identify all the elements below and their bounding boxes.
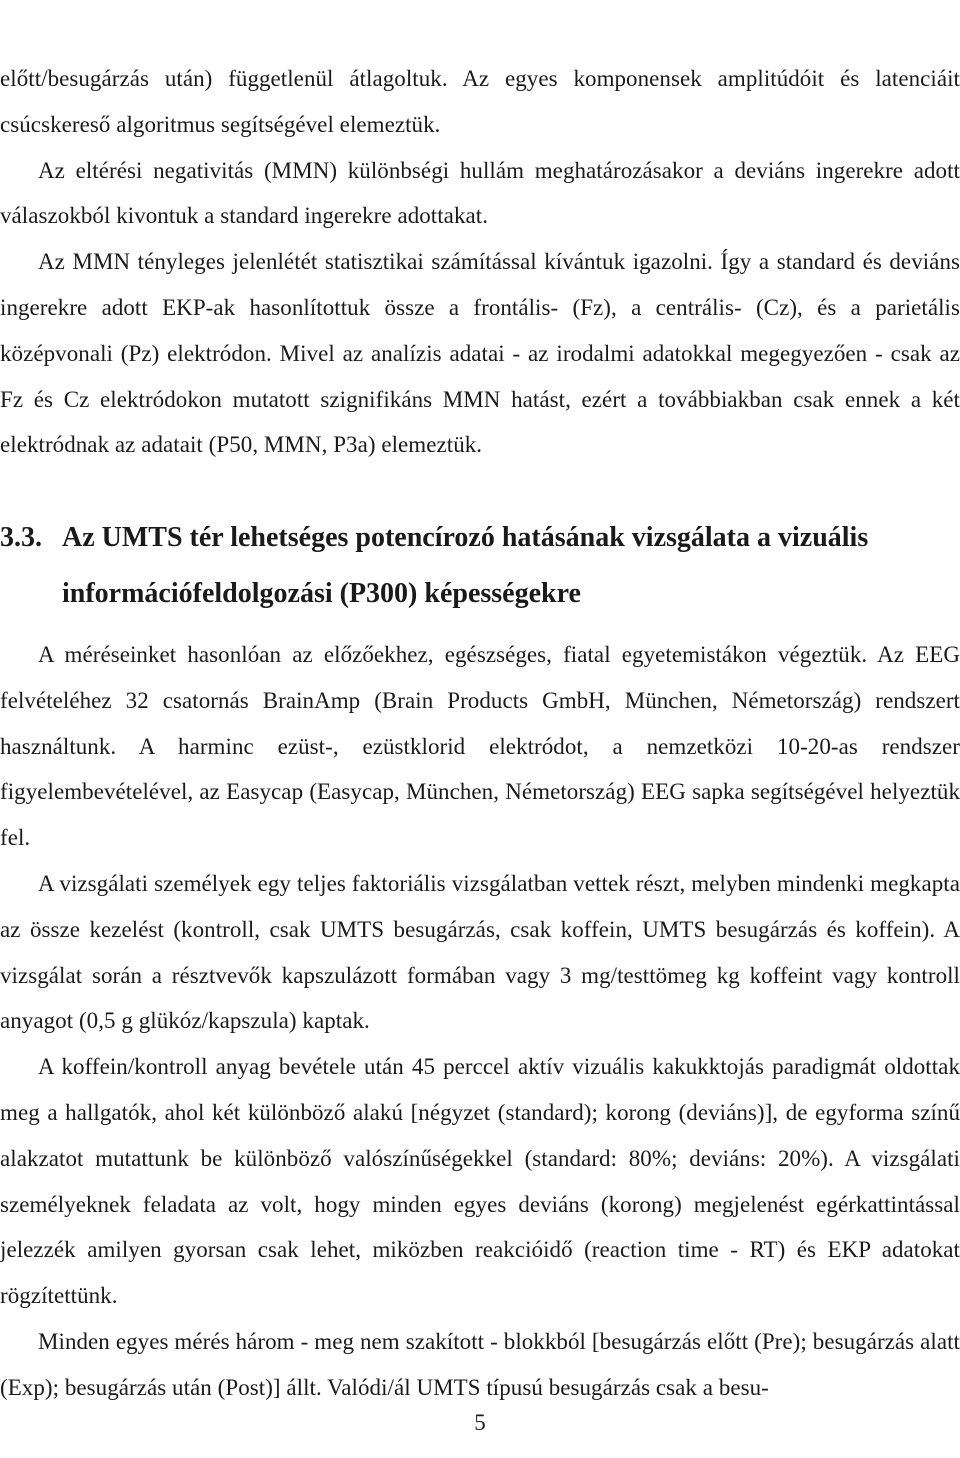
upper-text-block (0, 56, 960, 468)
section-number: 3.3. (0, 522, 42, 553)
page-number: 5 (474, 1410, 486, 1435)
paragraph-mmn-statistics: Az MMN tényleges jelenlétét statisztikai számítással kívántuk igazolni. Így a standard és deviáns ingerekre adott EKP-ak hasonlítottuk össze a frontális- (Fz), a centrális- (Cz), és a parietális középvonali (Pz) elektródon. Mivel az analízis adatai - az irodalmi adatokkal megegyezően - csak az Fz és Cz elektródokon mutatott szignifikáns MMN hatást, ezért a továbbiakban csak ennek a két elektródnak az adatait (P50, MMN, P3a) elemeztük. (0, 249, 960, 458)
lower-text-block (0, 632, 960, 1411)
paragraph-recording-setup: A méréseinket hasonlóan az előzőekhez, egészséges, fiatal egyetemistákon végeztük. Az EEG felvételéhez 32 csatornás BrainAmp (Brain Products GmbH, München, Németország) rendszert használtunk. A harminc ezüst-, ezüstklorid elektródot, a nemzetközi 10-20-as rendszer figyelembevételével, az Easycap (Easycap, München, Németország) EEG sapka segítségével helyeztük fel. (0, 642, 960, 851)
paragraph-mmn-definition: Az eltérési negativitás (MMN) különbségi hullám meghatározásakor a deviáns ingerekre adott válaszokból kivontuk a standard ingerekre adottakat. (0, 157, 960, 229)
section-title-line1: Az UMTS tér lehetséges potencírozó hatásának vizsgálata a vizuális (62, 522, 869, 553)
paragraph-subjects: A vizsgálati személyek egy teljes faktoriális vizsgálatban vettek részt, melyben mindenki megkapta az össze kezelést (kontroll, csak UMTS besugárzás, csak koffein, UMTS besugárzás és koffein). A vizsgálat során a résztvevők kapszulázott formában vagy 3 mg/testtömeg kg koffeint vagy kontroll anyagot (0,5 g glükóz/kapszula) kaptak. (0, 870, 960, 1034)
section-title-line2: információfeldolgozási (P300) képességekre (62, 578, 581, 609)
paragraph-blocks: Minden egyes mérés három - meg nem szakított - blokkból [besugárzás előtt (Pre); besugárzás alatt (Exp); besugárzás után (Post)] állt. Valódi/ál UMTS típusú besugárzás csak a besu- (0, 1328, 960, 1400)
paragraph-paradigm: A koffein/kontroll anyag bevétele után 45 perccel aktív vizuális kakukktojás paradigmát oldottak meg a hallgatók, ahol két különböző alakú [négyzet (standard); korong (deviáns)], de egyforma színű alakzatot mutattunk be különböző valószínűségekkel (standard: 80%; deviáns: 20%). A vizsgálati személyeknek feladata az volt, hogy minden egyes deviáns (korong) megjelenést egérkattintással jelezzék amilyen gyorsan csak lehet, miközben reakcióidő (reaction time - RT) és EKP adatokat rögzítettünk. (0, 1054, 960, 1309)
section-heading (0, 510, 960, 622)
paragraph-averaging: előtt/besugárzás után) függetlenül átlagoltuk. Az egyes komponensek amplitúdóit és latenciáit csúcskereső algoritmus segítségével elemeztük. (0, 66, 960, 137)
